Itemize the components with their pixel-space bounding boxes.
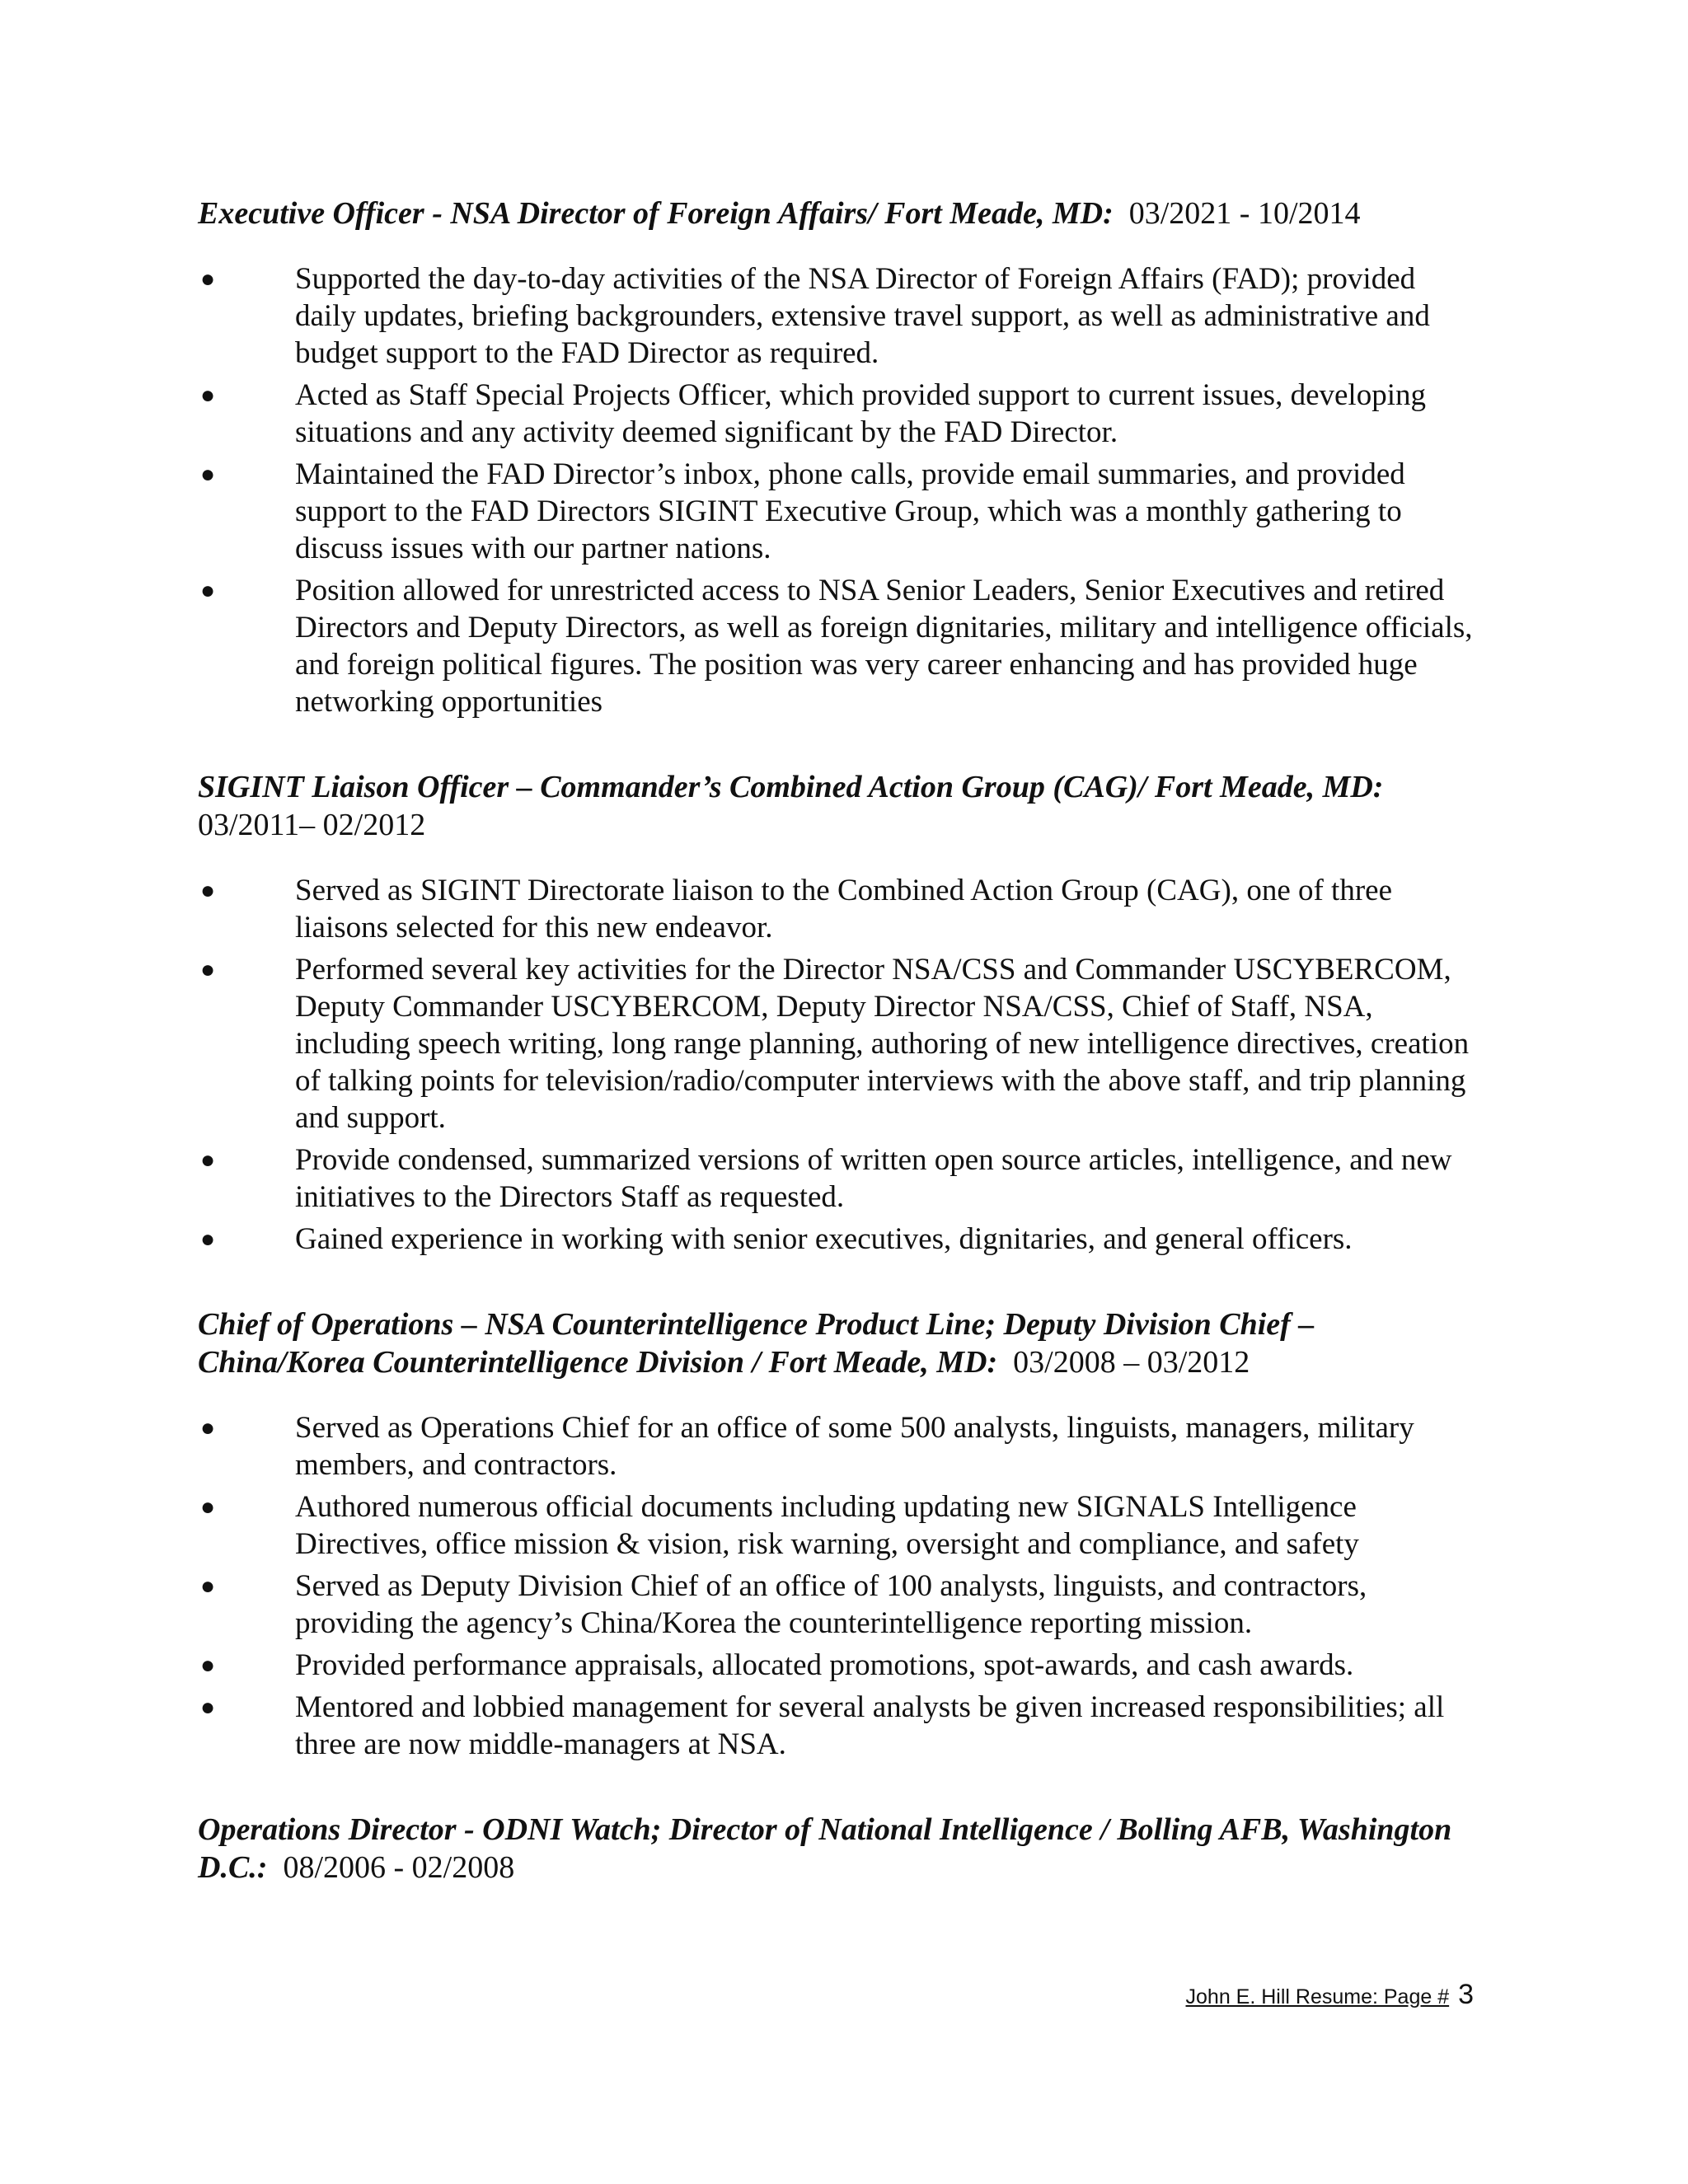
job-title: Chief of Operations – NSA Counterintelligence Product Line; Deputy Division Chief – China/Korea Counterintelligence Division / Fort Meade, MD: [198, 1307, 1315, 1380]
bullet-icon: ● [199, 577, 216, 604]
list-item [198, 951, 1484, 1137]
bullet-text: Served as Operations Chief for an office of some 500 analysts, linguists, managers, military members, and contractors. [295, 1411, 1414, 1482]
list-item [198, 1488, 1484, 1563]
list-item [198, 872, 1484, 946]
bullet-text: Acted as Staff Special Projects Officer, which provided support to current issues, developing situations and any activity deemed significant by the FAD Director. [295, 378, 1426, 449]
page-number: 3 [1458, 1979, 1474, 2010]
list-item [198, 572, 1484, 720]
list-item [198, 1409, 1484, 1483]
job-title: SIGINT Liaison Officer – Commander’s Combined Action Group (CAG)/ Fort Meade, MD: [198, 770, 1384, 804]
bullet-text: Position allowed for unrestricted access to NSA Senior Leaders, Senior Executives and retired Directors and Deputy Directors, as well as foreign dignitaries, military and intelligence officials, and foreign political figures. The position was very career enhancing and has provided huge networking opportunities [295, 574, 1473, 719]
bullet-text: Performed several key activities for the Director NSA/CSS and Commander USCYBERCOM, Deputy Commander USCYBERCOM, Deputy Director NSA/CSS, Chief of Staff, NSA, including speech writing, long range planning, authoring of new intelligence directives, creation of talking points for television/radio/computer interviews with the above staff, and trip planning and support. [295, 953, 1470, 1135]
bullet-icon: ● [199, 1652, 216, 1679]
job-dates: 03/2021 - 10/2014 [1128, 196, 1361, 231]
list-item [198, 1141, 1484, 1216]
bullet-text: Mentored and lobbied management for several analysts be given increased responsibilities; all three are now middle-managers at NSA. [295, 1690, 1445, 1761]
list-item [198, 377, 1484, 451]
list-item [198, 1647, 1484, 1684]
job-title: Executive Officer - NSA Director of Foreign Affairs/ Fort Meade, MD: [198, 196, 1114, 231]
job-bullet-list [198, 260, 1484, 720]
list-item [198, 1221, 1484, 1258]
resume-content [198, 194, 1484, 1934]
job-entry [198, 1305, 1484, 1763]
bullet-icon: ● [199, 1146, 216, 1174]
bullet-text: Gained experience in working with senior executives, dignitaries, and general officers. [295, 1222, 1353, 1256]
bullet-icon: ● [199, 1414, 216, 1441]
bullet-text: Served as SIGINT Directorate liaison to the Combined Action Group (CAG), one of three liaisons selected for this new endeavor. [295, 874, 1393, 944]
job-header [198, 194, 1484, 232]
job-title: Operations Director - ODNI Watch; Director of National Intelligence / Bolling AFB, Washington D.C.: [198, 1812, 1452, 1885]
bullet-icon: ● [199, 1493, 216, 1521]
job-header [198, 1305, 1484, 1381]
job-dates: 03/2011– 02/2012 [198, 808, 426, 842]
footer-label: John E. Hill Resume: Page # [1185, 1985, 1450, 2008]
bullet-text: Supported the day-to-day activities of the NSA Director of Foreign Affairs (FAD); provided daily updates, briefing backgrounders, extensive travel support, as well as administrative and budget support to the FAD Director as required. [295, 262, 1430, 370]
bullet-icon: ● [199, 1694, 216, 1721]
bullet-icon: ● [199, 1226, 216, 1253]
job-header [198, 768, 1484, 844]
bullet-text: Served as Deputy Division Chief of an office of 100 analysts, linguists, and contractors, providing the agency’s China/Korea the counterintelligence reporting mission. [295, 1569, 1367, 1640]
bullet-icon: ● [199, 382, 216, 409]
list-item [198, 260, 1484, 372]
job-dates: 03/2008 – 03/2012 [1013, 1345, 1250, 1380]
bullet-text: Maintained the FAD Director’s inbox, phone calls, provide email summaries, and provided support to the FAD Directors SIGINT Executive Group, which was a monthly gathering to discuss issues with our partner nations. [295, 457, 1405, 565]
bullet-icon: ● [199, 265, 216, 293]
job-dates: 08/2006 - 02/2008 [283, 1850, 515, 1885]
list-item [198, 1689, 1484, 1763]
job-entry [198, 194, 1484, 720]
page-footer [1186, 1978, 1474, 2013]
bullet-icon: ● [199, 1572, 216, 1600]
job-bullet-list [198, 1409, 1484, 1763]
bullet-icon: ● [199, 956, 216, 983]
job-entry [198, 768, 1484, 1258]
bullet-icon: ● [199, 461, 216, 488]
bullet-text: Authored numerous official documents including updating new SIGNALS Intelligence Directives, office mission & vision, risk warning, oversight and compliance, and safety [295, 1490, 1359, 1561]
bullet-text: Provide condensed, summarized versions of written open source articles, intelligence, and new initiatives to the Directors Staff as requested. [295, 1143, 1452, 1214]
list-item [198, 456, 1484, 567]
list-item [198, 1568, 1484, 1642]
bullet-text: Provided performance appraisals, allocated promotions, spot-awards, and cash awards. [295, 1648, 1354, 1682]
bullet-icon: ● [199, 877, 216, 904]
job-header [198, 1811, 1484, 1886]
job-entry [198, 1811, 1484, 1886]
job-bullet-list [198, 872, 1484, 1258]
